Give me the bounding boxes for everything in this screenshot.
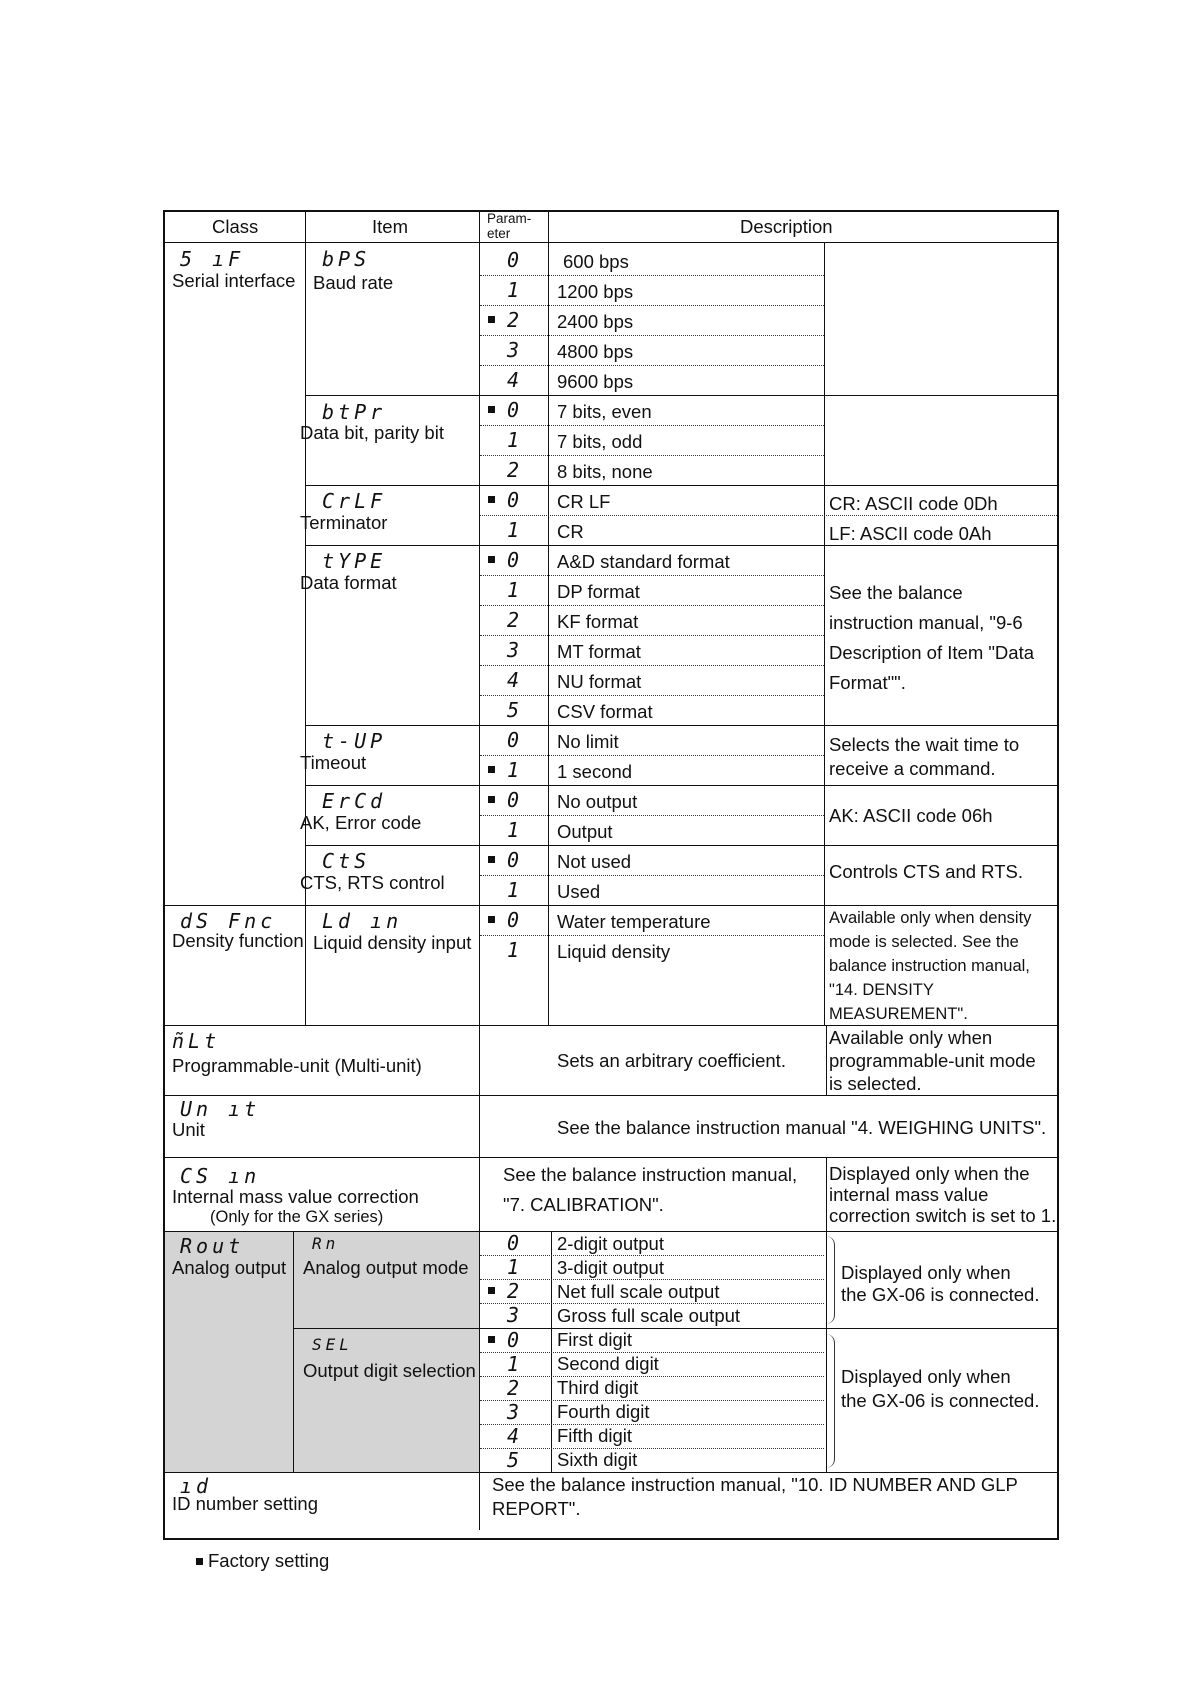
id-desc-line: See the balance instruction manual, "10. ID NUMBER AND GLP [492,1474,1018,1495]
rule-item [305,545,1059,546]
item-code-ldin: Ld ın [322,909,403,933]
rule-item [305,845,1059,846]
option-text: Net full scale output [557,1281,720,1302]
option-text: CR [557,521,584,542]
rule-item [305,725,1059,726]
row-divider [480,1255,824,1256]
aout-mode-note-line: the GX-06 is connected. [841,1284,1040,1305]
vline-class-aout [293,1231,294,1472]
option-text: CR LF [557,491,611,512]
row-divider [480,635,824,636]
option-text: No output [557,791,638,812]
header-description: Description [740,216,833,237]
row-divider [480,425,824,426]
item-name-bps: Baud rate [313,272,394,293]
class-name-id: ID number setting [172,1493,319,1514]
param-value: 0 [506,1231,520,1255]
item-code-btpr: btPr [322,400,387,424]
rule-item [293,1328,1059,1329]
ercd-note: AK: ASCII code 06h [829,805,993,826]
option-text: KF format [557,611,639,632]
param-value: 2 [506,1279,520,1303]
class-code-ds: dS Fnc [180,909,277,933]
rule-sif-end [163,905,1059,906]
param-value: 0 [506,848,520,872]
item-name-type: Data format [300,572,397,593]
param-value: 1 [506,278,520,302]
header-param-line1: Param- [487,211,532,226]
option-text: Used [557,881,601,902]
mlt-note-line: programmable-unit mode [829,1050,1036,1071]
item-code-tup: t-UP [322,729,387,753]
ds-note-line: balance instruction manual, [829,957,1030,975]
param-value: 3 [506,1303,520,1327]
option-text: A&D standard format [557,551,730,572]
item-name-ldin: Liquid density input [313,932,472,953]
option-text: MT format [557,641,641,662]
factory-setting-marker [488,796,495,803]
option-text: 8 bits, none [557,461,653,482]
ds-note-line: mode is selected. See the [829,933,1019,951]
option-text: 4800 bps [557,341,634,362]
tup-note-line: receive a command. [829,758,996,779]
option-text: Gross full scale output [557,1305,741,1326]
rule-cs-end [163,1231,1059,1232]
aout-sel-note-line: the GX-06 is connected. [841,1390,1040,1411]
aout-mode-note-line: Displayed only when [841,1262,1011,1283]
param-value: 3 [506,638,520,662]
brace-mode [826,1236,835,1324]
option-text: DP format [557,581,640,602]
factory-setting-marker [488,856,495,863]
ds-note-line: Available only when density [829,909,1032,927]
param-value: 1 [506,878,520,902]
option-text: No limit [557,731,619,752]
vline-desc-mlt [826,1025,827,1095]
mlt-note-line: Available only when [829,1027,993,1048]
class-name-unit: Unit [172,1119,205,1140]
item-code-an: Rn [312,1234,340,1253]
option-note: CR: ASCII code 0Dh [829,493,998,514]
border-left [163,210,165,1540]
param-value: 2 [506,458,520,482]
csin-note-line: internal mass value [829,1184,989,1205]
option-text: Output [557,821,613,842]
row-divider [480,515,1057,516]
item-code-bps: bPS [322,247,371,271]
vline-desc [824,242,825,1025]
rule-item [305,395,1059,396]
id-desc-line: REPORT". [492,1498,581,1519]
option-text: 1 second [557,761,633,782]
param-value: 3 [506,338,520,362]
param-value: 2 [506,1376,520,1400]
param-value: 2 [506,308,520,332]
item-code-ercd: ErCd [322,789,387,813]
option-text: 3-digit output [557,1257,664,1278]
header-class: Class [212,216,259,237]
param-value: 4 [506,668,520,692]
csin-desc-line: See the balance instruction manual, [503,1164,798,1185]
option-text: Liquid density [557,941,671,962]
option-text: Fifth digit [557,1425,633,1446]
header-rule [163,242,1059,243]
option-text: Second digit [557,1353,659,1374]
param-value: 4 [506,1424,520,1448]
ds-note-line: MEASUREMENT". [829,1005,968,1023]
item-name-btpr: Data bit, parity bit [300,422,444,443]
csin-desc-line: "7. CALIBRATION". [503,1194,664,1215]
border-right [1057,210,1059,1540]
class-code-mlt: ñLt [172,1029,221,1053]
option-text: Sixth digit [557,1449,638,1470]
rule-aout-end [163,1472,1059,1473]
rule-unit-end [163,1157,1059,1158]
param-value: 4 [506,368,520,392]
row-divider [480,875,824,876]
param-value: 5 [506,1448,520,1472]
param-value: 5 [506,698,520,722]
vline-item [479,210,480,1530]
cts-note: Controls CTS and RTS. [829,861,1023,882]
row-divider [480,935,824,936]
item-name-an: Analog output mode [303,1257,469,1278]
ds-note-line: "14. DENSITY [829,981,934,999]
item-code-sel: SEL [312,1335,353,1354]
option-text: 600 bps [563,251,629,272]
row-divider [480,455,824,456]
option-text: CSV format [557,701,653,722]
option-text: 2-digit output [557,1233,664,1254]
row-divider [480,815,824,816]
row-divider [480,1279,824,1280]
option-text: 2400 bps [557,311,634,332]
type-note-line: Description of Item "Data [829,642,1035,663]
factory-setting-marker [488,406,495,413]
header-item: Item [372,216,408,237]
option-text: 9600 bps [557,371,634,392]
mlt-note-line: is selected. [829,1073,922,1094]
row-divider [480,605,824,606]
csin-sub: (Only for the GX series) [210,1208,384,1226]
row-divider [480,755,824,756]
factory-setting-marker [488,1336,495,1343]
param-value: 0 [506,1328,520,1352]
row-divider [480,1400,824,1401]
class-code-unit: Un ıt [180,1097,261,1121]
param-value: 2 [506,608,520,632]
unit-description: See the balance instruction manual "4. WEIGHING UNITS". [557,1117,1047,1138]
factory-setting-legend-marker [196,1558,203,1565]
row-divider [480,1303,824,1304]
border-top [163,210,1059,212]
class-name-mlt: Programmable-unit (Multi-unit) [172,1055,422,1076]
option-text: 1200 bps [557,281,634,302]
row-divider [480,335,824,336]
item-name-cts: CTS, RTS control [300,872,445,893]
param-value: 0 [506,488,520,512]
type-note-line: instruction manual, "9-6 [829,612,1023,633]
class-code-id: ıd [180,1474,213,1498]
rule-mlt-end [163,1095,1059,1096]
option-text: 7 bits, odd [557,431,643,452]
factory-setting-marker [488,556,495,563]
row-divider [480,575,824,576]
class-code-aout: Rout [180,1234,245,1258]
item-code-cts: CtS [322,849,371,873]
factory-setting-legend: Factory setting [208,1550,330,1571]
aout-sel-note-line: Displayed only when [841,1366,1011,1387]
class-name-ds: Density function [172,930,304,951]
param-value: 3 [506,1400,520,1424]
item-name-crlf: Terminator [300,512,388,533]
row-divider [480,305,824,306]
vline-class [305,210,306,1025]
param-value: 1 [506,758,520,782]
param-value: 0 [506,908,520,932]
param-value: 1 [506,1352,520,1376]
vline-param [548,210,549,1025]
item-code-type: tYPE [322,549,387,573]
row-divider [480,275,824,276]
class-name-sif: Serial interface [172,270,296,291]
param-value: 0 [506,398,520,422]
row-divider [480,365,824,366]
tup-note-line: Selects the wait time to [829,734,1020,755]
factory-setting-marker [488,916,495,923]
class-name-aout: Analog output [172,1257,287,1278]
param-value: 1 [506,1255,520,1279]
param-value: 1 [506,578,520,602]
item-code-crlf: CrLF [322,489,387,513]
border-bottom [163,1538,1059,1540]
brace-sel [826,1334,835,1468]
option-text: First digit [557,1329,633,1350]
param-value: 1 [506,428,520,452]
csin-note-line: correction switch is set to 1. [829,1205,1057,1226]
mlt-description: Sets an arbitrary coefficient. [557,1050,786,1071]
row-divider [480,665,824,666]
option-text: Fourth digit [557,1401,650,1422]
option-text: Water temperature [557,911,711,932]
option-note: LF: ASCII code 0Ah [829,523,992,544]
type-note-line: Format"". [829,672,906,693]
item-name-ercd: AK, Error code [300,812,422,833]
option-text: Third digit [557,1377,639,1398]
header-param-line2: eter [487,226,511,241]
factory-setting-marker [488,316,495,323]
factory-setting-marker [488,1287,495,1294]
param-value: 0 [506,248,520,272]
row-divider [480,1376,824,1377]
class-code-sif: 5 ıF [180,247,245,271]
option-text: NU format [557,671,642,692]
factory-setting-marker [488,496,495,503]
row-divider [480,1448,824,1449]
item-name-tup: Timeout [300,752,367,773]
row-divider [480,1424,824,1425]
row-divider [480,695,824,696]
param-value: 1 [506,938,520,962]
rule-item [305,485,1059,486]
type-note-line: See the balance [829,582,963,603]
option-text: 7 bits, even [557,401,652,422]
class-code-csin: CS ın [180,1164,261,1188]
param-value: 0 [506,788,520,812]
rule-item [305,785,1059,786]
param-value: 0 [506,548,520,572]
item-name-sel: Output digit selection [303,1360,476,1381]
factory-setting-marker [488,766,495,773]
option-text: Not used [557,851,632,872]
csin-note-line: Displayed only when the [829,1163,1030,1184]
rule-ds-end [163,1025,1059,1026]
param-value: 1 [506,818,520,842]
param-value: 0 [506,728,520,752]
param-value: 1 [506,518,520,542]
class-name-csin: Internal mass value correction [172,1186,419,1207]
